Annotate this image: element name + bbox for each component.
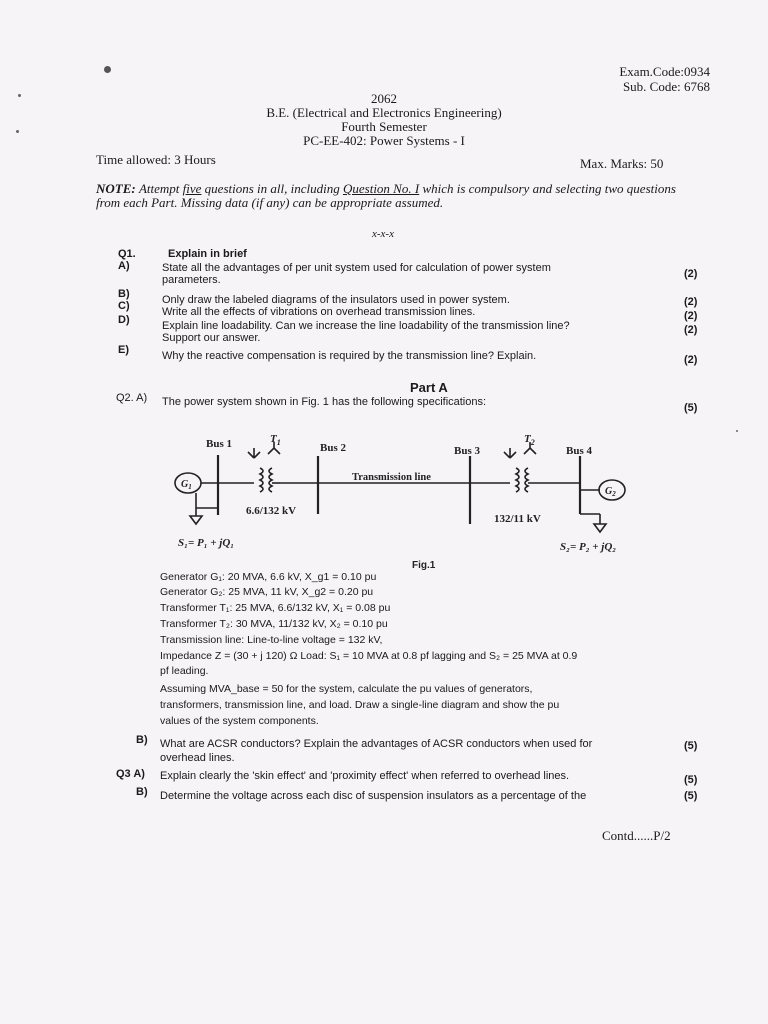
label-bus-1: Bus 1 [206,438,232,450]
q3b-label: B) [136,786,148,798]
load-s2-arrow-icon [594,524,606,532]
q1c-label: C) [118,300,130,312]
q3a-text: Explain clearly the 'skin effect' and 'proximity effect' when referred to overhead lines. [160,770,570,782]
note-text-3: which is compulsory and selecting two questions from each Part. Missing data (if any) can be appropriate assumed. [96,181,676,210]
q1c-marks: (2) [684,310,698,322]
q1c-text: Write all the effects of vibrations on overhead transmission lines. [162,306,476,318]
q1e-marks: (2) [684,354,698,366]
exam-year: 2062 [371,91,397,106]
q1d-line1: Explain line loadability. Can we increase the line loadability of the transmission line? [162,320,570,332]
load-s1-arrow-icon [190,516,202,524]
q1d-label: D) [118,314,130,326]
degree-title: B.E. (Electrical and Electronics Engineering) [266,105,502,120]
q1a-label: A) [118,260,130,272]
spec-generator-g1: Generator G₁: 20 MVA, 6.6 kV, X_g1 = 0.10 pu [160,571,377,583]
q2-label: Q2. A) [116,392,148,404]
spec-transformer-t2: Transformer T₂: 30 MVA, 11/132 kV, X₂ = 0.10 pu [160,618,388,630]
note-label: NOTE: [96,181,136,196]
spec-pf-leading: pf leading. [160,665,209,677]
semester: Fourth Semester [341,119,427,134]
q1d-line2: Support our answer. [162,332,261,344]
spec-transformers: transformers, transmission line, and load. Draw a single-line diagram and show the pu [160,699,560,711]
q1a-line1: State all the advantages of per unit system used for calculation of power system [162,262,551,274]
q3b-marks: (5) [684,790,698,802]
max-marks: Max. Marks: 50 [580,156,664,171]
label-bus-3: Bus 3 [454,445,480,457]
q2b-line2: overhead lines. [160,752,235,764]
q2b-marks: (5) [684,740,698,752]
power-system-diagram [160,420,660,570]
spec-impedance-load: Impedance Z = (30 + j 120) Ω Load: S₁ = 10 MVA at 0.8 pf lagging and S₂ = 25 MVA at 0.9 [160,650,578,662]
q3-label: Q3 A) [116,768,145,780]
spec-generator-g2: Generator G₂: 25 MVA, 11 kV, X_g2 = 0.20 pu [160,586,374,598]
part-a-heading: Part A [410,380,448,395]
spec-values: values of the system components. [160,715,319,727]
q1e-label: E) [118,344,129,356]
sub-code: Sub. Code: 6768 [622,79,710,94]
label-s1: S₁= P₁ + jQ₁ [178,537,235,549]
spec-assuming: Assuming MVA_base = 50 for the system, calculate the pu values of generators, [160,683,533,695]
scan-speck [18,94,21,97]
time-allowed: Time allowed: 3 Hours [96,152,216,167]
note-question-no: Question No. I [342,181,420,196]
q2a-text: The power system shown in Fig. 1 has the following specifications: [162,396,487,408]
exam-code: Exam.Code:0934 [619,64,710,79]
note-text-1: Attempt [138,181,180,196]
exam-title-block [0,92,768,148]
q1e-text: Why the reactive compensation is required by the transmission line? Explain. [162,350,537,362]
scan-speck [736,430,738,432]
figure-caption: Fig.1 [412,560,436,570]
continued-footer: Contd......P/2 [602,828,671,843]
transformer-t2-icon [504,442,536,492]
label-t2-ratio: 132/11 kV [494,513,541,525]
note-text-2: questions in all, including [204,181,340,196]
separator: x-x-x [372,228,394,240]
label-t1-ratio: 6.6/132 kV [246,505,297,517]
q1b-label: B) [118,288,130,300]
course-title: PC-EE-402: Power Systems - I [303,133,465,148]
note-five: five [182,181,202,196]
label-t1: $T_1$ [270,433,281,447]
label-transmission-line: Transmission line [352,472,431,483]
label-g1: $G_1$ [181,479,192,491]
q1a-marks: (2) [684,268,698,280]
transformer-t1-icon [248,442,280,492]
q1-label: Q1. [118,248,136,260]
q1a-line2: parameters. [162,274,221,286]
q1d-marks: (2) [684,324,698,336]
q2a-marks: (5) [684,402,698,414]
q2b-line1: What are ACSR conductors? Explain the advantages of ACSR conductors when used for [160,738,593,750]
label-bus-2: Bus 2 [320,442,346,454]
scan-speck [16,130,19,133]
q3a-marks: (5) [684,774,698,786]
q2b-label: B) [136,734,148,746]
q3b-text: Determine the voltage across each disc of suspension insulators as a percentage of the [160,790,587,802]
label-s2: S₂= P₂ + jQ₂ [560,541,617,553]
exam-note [96,182,688,210]
spec-transformer-t1: Transformer T₁: 25 MVA, 6.6/132 kV, X₁ = 0.08 pu [160,602,391,614]
exam-codes [560,64,710,94]
label-bus-4: Bus 4 [566,445,592,457]
scan-mark [104,66,111,73]
label-t2: $T_2$ [524,433,535,447]
spec-transmission-line: Transmission line: Line-to-line voltage = 132 kV, [160,634,383,646]
label-g2: $G_2$ [605,486,616,498]
q1-title: Explain in brief [168,248,247,260]
q1b-marks: (2) [684,296,698,308]
q1b-text: Only draw the labeled diagrams of the insulators used in power system. [162,294,510,306]
